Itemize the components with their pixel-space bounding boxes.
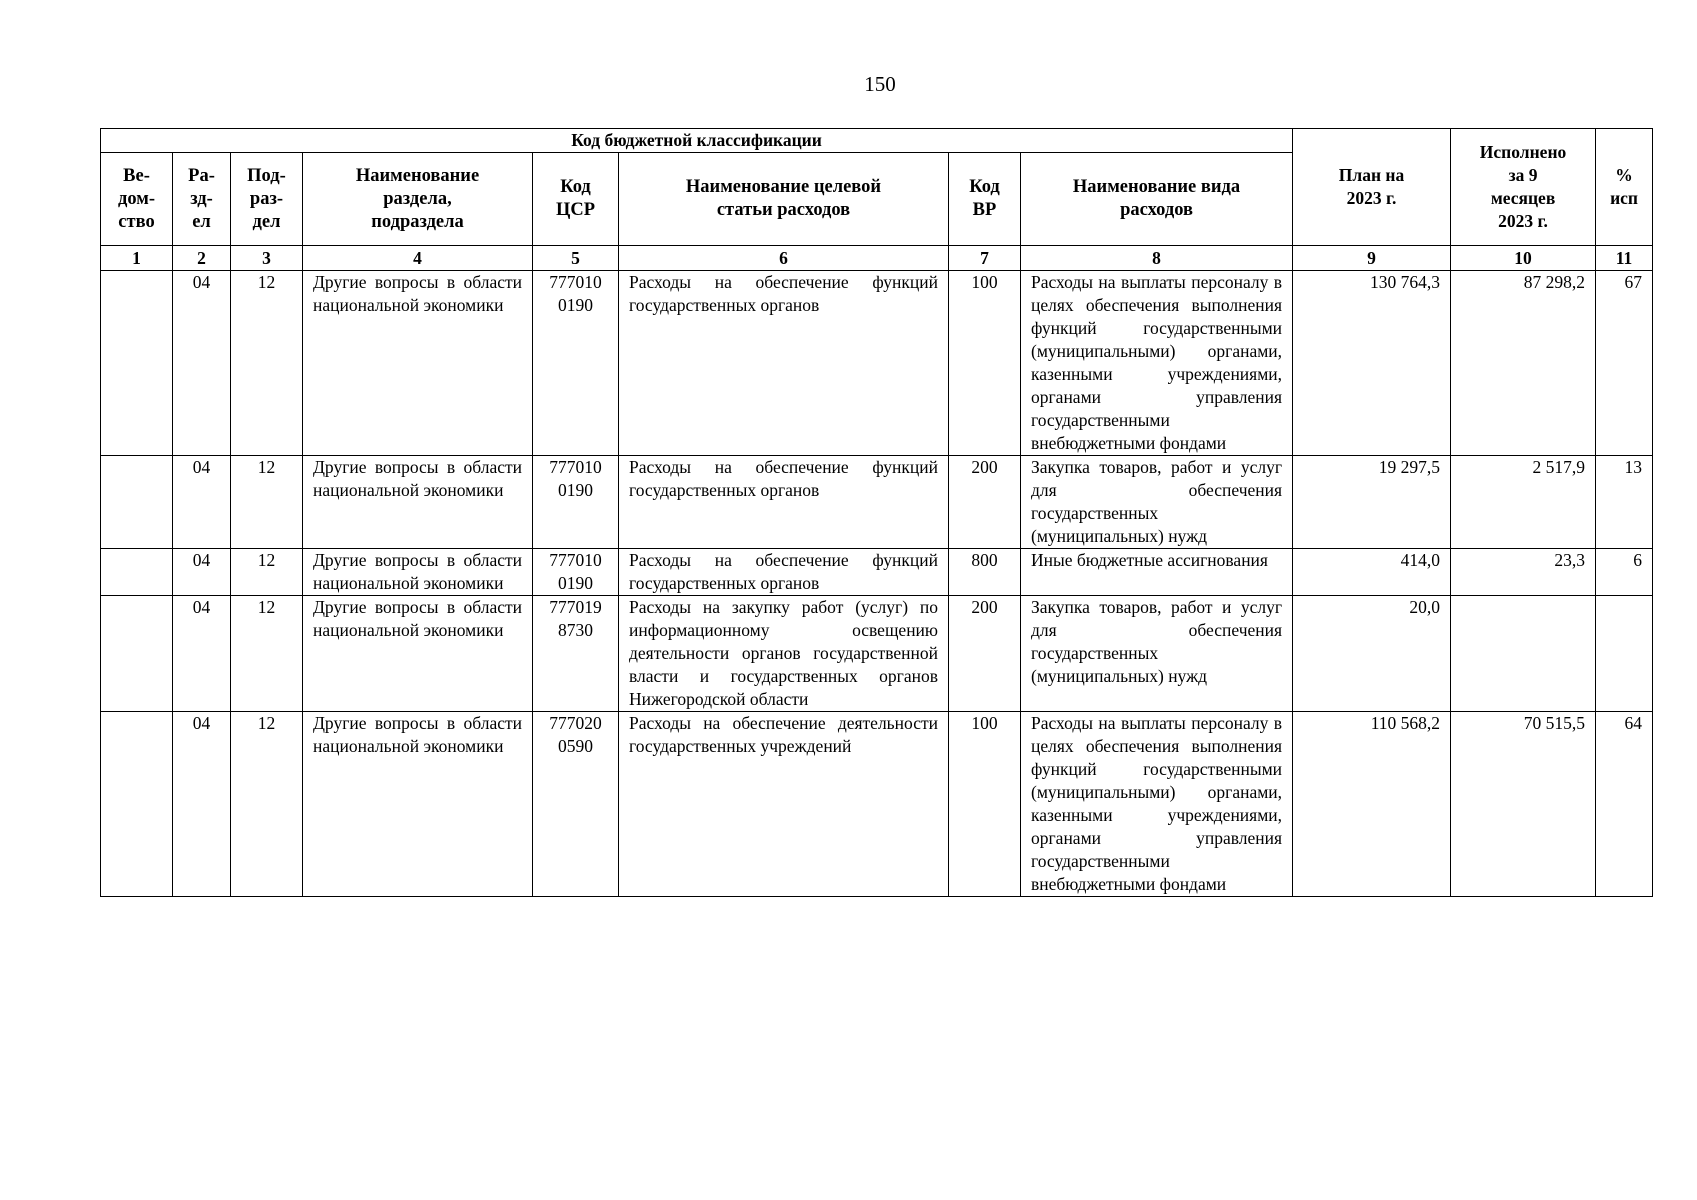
header-csr-code: Код ЦСР — [533, 153, 619, 246]
cell-podrazdel: 12 — [231, 712, 303, 897]
table-row — [101, 712, 1653, 897]
header-vedomstvo: Ве- дом- ство — [101, 153, 173, 246]
table-row — [101, 549, 1653, 596]
cell-percent — [1596, 596, 1653, 712]
cell-target-name: Расходы на обеспечение функций государственных органов — [619, 456, 949, 549]
cell-percent: 13 — [1596, 456, 1653, 549]
cell-section-name: Другие вопросы в области национальной экономики — [303, 456, 533, 549]
column-number: 3 — [231, 246, 303, 271]
cell-executed: 23,3 — [1451, 549, 1596, 596]
table-row — [101, 596, 1653, 712]
header-executed: Исполнено за 9 месяцев 2023 г. — [1451, 129, 1596, 246]
cell-vedomstvo — [101, 712, 173, 897]
cell-vr-code: 100 — [949, 271, 1021, 456]
cell-section-name: Другие вопросы в области национальной экономики — [303, 596, 533, 712]
cell-podrazdel: 12 — [231, 549, 303, 596]
cell-plan: 19 297,5 — [1293, 456, 1451, 549]
column-number: 7 — [949, 246, 1021, 271]
cell-csr-code: 777019 8730 — [533, 596, 619, 712]
column-number: 2 — [173, 246, 231, 271]
cell-expense-type: Расходы на выплаты персоналу в целях обеспечения выполнения функций государственными (муниципальными) органами, казенными учреждениями, органами управления государственными внебюджетными фондами — [1021, 271, 1293, 456]
cell-section-name: Другие вопросы в области национальной экономики — [303, 271, 533, 456]
cell-plan: 414,0 — [1293, 549, 1451, 596]
cell-expense-type: Закупка товаров, работ и услуг для обеспечения государственных (муниципальных) нужд — [1021, 596, 1293, 712]
cell-vr-code: 100 — [949, 712, 1021, 897]
cell-razdel: 04 — [173, 549, 231, 596]
cell-plan: 130 764,3 — [1293, 271, 1451, 456]
column-number: 11 — [1596, 246, 1653, 271]
cell-executed — [1451, 596, 1596, 712]
column-number: 8 — [1021, 246, 1293, 271]
cell-podrazdel: 12 — [231, 271, 303, 456]
column-number: 1 — [101, 246, 173, 271]
cell-expense-type: Расходы на выплаты персоналу в целях обеспечения выполнения функций государственными (муниципальными) органами, казенными учреждениями, органами управления государственными внебюджетными фондами — [1021, 712, 1293, 897]
cell-razdel: 04 — [173, 456, 231, 549]
cell-section-name: Другие вопросы в области национальной экономики — [303, 712, 533, 897]
cell-executed: 2 517,9 — [1451, 456, 1596, 549]
header-plan: План на 2023 г. — [1293, 129, 1451, 246]
cell-vedomstvo — [101, 596, 173, 712]
budget-table — [100, 128, 1653, 897]
cell-target-name: Расходы на закупку работ (услуг) по информационному освещению деятельности органов государственной власти и государственных органов Нижегородской области — [619, 596, 949, 712]
column-number: 10 — [1451, 246, 1596, 271]
cell-executed: 70 515,5 — [1451, 712, 1596, 897]
cell-csr-code: 777010 0190 — [533, 549, 619, 596]
cell-razdel: 04 — [173, 271, 231, 456]
cell-plan: 20,0 — [1293, 596, 1451, 712]
cell-percent: 6 — [1596, 549, 1653, 596]
cell-target-name: Расходы на обеспечение деятельности государственных учреждений — [619, 712, 949, 897]
cell-csr-code: 777010 0190 — [533, 271, 619, 456]
cell-target-name: Расходы на обеспечение функций государственных органов — [619, 271, 949, 456]
cell-executed: 87 298,2 — [1451, 271, 1596, 456]
column-numbers-row — [101, 246, 1653, 271]
table-header-group-row — [101, 129, 1653, 153]
cell-expense-type: Закупка товаров, работ и услуг для обеспечения государственных (муниципальных) нужд — [1021, 456, 1293, 549]
column-number: 9 — [1293, 246, 1451, 271]
header-budget-code-group: Код бюджетной классификации — [101, 129, 1293, 153]
cell-vr-code: 200 — [949, 456, 1021, 549]
column-number: 4 — [303, 246, 533, 271]
cell-podrazdel: 12 — [231, 456, 303, 549]
cell-vr-code: 200 — [949, 596, 1021, 712]
cell-expense-type: Иные бюджетные ассигнования — [1021, 549, 1293, 596]
cell-vedomstvo — [101, 549, 173, 596]
cell-csr-code: 777020 0590 — [533, 712, 619, 897]
column-number: 5 — [533, 246, 619, 271]
header-section-name: Наименование раздела, подраздела — [303, 153, 533, 246]
cell-vedomstvo — [101, 271, 173, 456]
cell-section-name: Другие вопросы в области национальной экономики — [303, 549, 533, 596]
cell-csr-code: 777010 0190 — [533, 456, 619, 549]
cell-vr-code: 800 — [949, 549, 1021, 596]
table-row — [101, 456, 1653, 549]
column-number: 6 — [619, 246, 949, 271]
header-podrazdel: Под- раз- дел — [231, 153, 303, 246]
table-row — [101, 271, 1653, 456]
cell-percent: 67 — [1596, 271, 1653, 456]
page-number: 150 — [864, 72, 896, 96]
cell-percent: 64 — [1596, 712, 1653, 897]
header-razdel: Ра- зд- ел — [173, 153, 231, 246]
cell-razdel: 04 — [173, 596, 231, 712]
cell-plan: 110 568,2 — [1293, 712, 1451, 897]
header-expense-type: Наименование вида расходов — [1021, 153, 1293, 246]
cell-podrazdel: 12 — [231, 596, 303, 712]
cell-vedomstvo — [101, 456, 173, 549]
header-percent: % исп — [1596, 129, 1653, 246]
cell-razdel: 04 — [173, 712, 231, 897]
header-target-name: Наименование целевой статьи расходов — [619, 153, 949, 246]
cell-target-name: Расходы на обеспечение функций государственных органов — [619, 549, 949, 596]
header-vr-code: Код ВР — [949, 153, 1021, 246]
